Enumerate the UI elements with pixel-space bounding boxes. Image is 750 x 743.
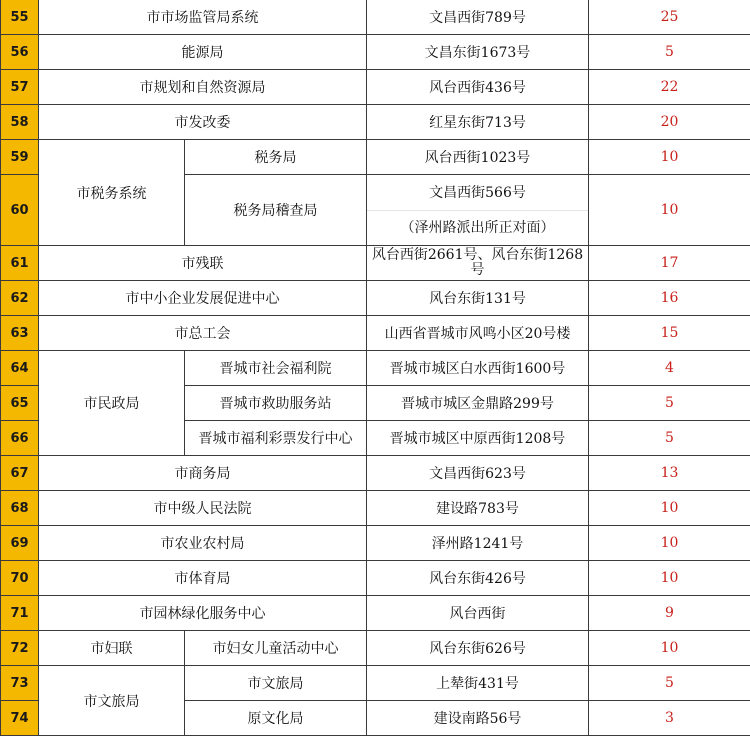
unit-address: 红星东街713号 xyxy=(367,105,589,140)
unit-address: 建设路783号 xyxy=(367,491,589,526)
table-row xyxy=(1,491,750,526)
row-number: 70 xyxy=(1,561,39,596)
table-row xyxy=(1,105,750,140)
group-name: 市税务系统 xyxy=(39,140,185,246)
unit-address: 建设南路56号 xyxy=(367,701,589,736)
sub-unit-name: 晋城市救助服务站 xyxy=(185,386,367,421)
table-row xyxy=(1,456,750,491)
sub-unit-name: 税务局稽查局 xyxy=(185,175,367,246)
sub-unit-name: 市文旅局 xyxy=(185,666,367,701)
table-row xyxy=(1,35,750,70)
unit-name: 市残联 xyxy=(39,246,367,281)
unit-address: 晋城市城区金鼎路299号 xyxy=(367,386,589,421)
unit-name: 市中级人民法院 xyxy=(39,491,367,526)
row-number: 68 xyxy=(1,491,39,526)
address-note: （泽州路派出所正对面） xyxy=(367,210,588,245)
unit-address: 文昌西街789号 xyxy=(367,0,589,35)
unit-name: 能源局 xyxy=(39,35,367,70)
sub-unit-name: 晋城市福利彩票发行中心 xyxy=(185,421,367,456)
table-row xyxy=(1,526,750,561)
unit-address: 风台西街2661号、风台东街1268号 xyxy=(367,246,589,281)
count-value: 13 xyxy=(589,456,750,491)
unit-name: 市发改委 xyxy=(39,105,367,140)
unit-address: 风台西街 xyxy=(367,596,589,631)
count-value: 3 xyxy=(589,701,750,736)
row-number: 55 xyxy=(1,0,39,35)
unit-name: 市规划和自然资源局 xyxy=(39,70,367,105)
table-row xyxy=(1,70,750,105)
unit-address: 晋城市城区中原西街1208号 xyxy=(367,421,589,456)
unit-address: 山西省晋城市风鸣小区20号楼 xyxy=(367,316,589,351)
table-row xyxy=(1,281,750,316)
unit-address xyxy=(367,175,589,246)
table-row xyxy=(1,140,750,175)
row-number: 59 xyxy=(1,140,39,175)
unit-address: 风台东街131号 xyxy=(367,281,589,316)
count-value: 4 xyxy=(589,351,750,386)
count-value: 16 xyxy=(589,281,750,316)
count-value: 20 xyxy=(589,105,750,140)
table-row xyxy=(1,666,750,701)
count-value: 5 xyxy=(589,386,750,421)
row-number: 73 xyxy=(1,666,39,701)
unit-name: 市商务局 xyxy=(39,456,367,491)
unit-name: 市中小企业发展促进中心 xyxy=(39,281,367,316)
row-number: 72 xyxy=(1,631,39,666)
group-name: 市民政局 xyxy=(39,351,185,456)
sub-unit-name: 原文化局 xyxy=(185,701,367,736)
count-value: 17 xyxy=(589,246,750,281)
row-number: 63 xyxy=(1,316,39,351)
address-line: 文昌西街566号 xyxy=(429,184,526,201)
unit-address: 上辇街431号 xyxy=(367,666,589,701)
unit-address: 晋城市城区白水西街1600号 xyxy=(367,351,589,386)
count-value: 10 xyxy=(589,491,750,526)
table-row xyxy=(1,631,750,666)
group-name: 市妇联 xyxy=(39,631,185,666)
row-number: 64 xyxy=(1,351,39,386)
sub-unit-name: 税务局 xyxy=(185,140,367,175)
row-number: 69 xyxy=(1,526,39,561)
count-value: 10 xyxy=(589,526,750,561)
unit-address: 泽州路1241号 xyxy=(367,526,589,561)
row-number: 66 xyxy=(1,421,39,456)
row-number: 60 xyxy=(1,175,39,246)
table-row xyxy=(1,561,750,596)
table-row xyxy=(1,351,750,386)
row-number: 62 xyxy=(1,281,39,316)
sub-unit-name: 晋城市社会福利院 xyxy=(185,351,367,386)
row-number: 74 xyxy=(1,701,39,736)
table-row xyxy=(1,316,750,351)
count-value: 15 xyxy=(589,316,750,351)
table-row xyxy=(1,596,750,631)
row-number: 58 xyxy=(1,105,39,140)
count-value: 5 xyxy=(589,35,750,70)
table-row xyxy=(1,246,750,281)
row-number: 56 xyxy=(1,35,39,70)
count-value: 10 xyxy=(589,561,750,596)
count-value: 5 xyxy=(589,666,750,701)
row-number: 65 xyxy=(1,386,39,421)
row-number: 71 xyxy=(1,596,39,631)
count-value: 10 xyxy=(589,140,750,175)
unit-name: 市农业农村局 xyxy=(39,526,367,561)
unit-name: 市总工会 xyxy=(39,316,367,351)
table-row xyxy=(1,0,750,35)
count-value: 22 xyxy=(589,70,750,105)
unit-address: 文昌东街1673号 xyxy=(367,35,589,70)
unit-address: 风台西街1023号 xyxy=(367,140,589,175)
unit-address: 风台东街626号 xyxy=(367,631,589,666)
count-value: 10 xyxy=(589,631,750,666)
unit-name: 市园林绿化服务中心 xyxy=(39,596,367,631)
unit-name: 市体育局 xyxy=(39,561,367,596)
row-number: 57 xyxy=(1,70,39,105)
count-value: 25 xyxy=(589,0,750,35)
count-value: 9 xyxy=(589,596,750,631)
group-name: 市文旅局 xyxy=(39,666,185,736)
unit-address: 风台东街426号 xyxy=(367,561,589,596)
unit-address: 文昌西街623号 xyxy=(367,456,589,491)
count-value: 10 xyxy=(589,175,750,246)
unit-name: 市市场监管局系统 xyxy=(39,0,367,35)
row-number: 67 xyxy=(1,456,39,491)
sub-unit-name: 市妇女儿童活动中心 xyxy=(185,631,367,666)
row-number: 61 xyxy=(1,246,39,281)
count-value: 5 xyxy=(589,421,750,456)
unit-address: 风台西街436号 xyxy=(367,70,589,105)
